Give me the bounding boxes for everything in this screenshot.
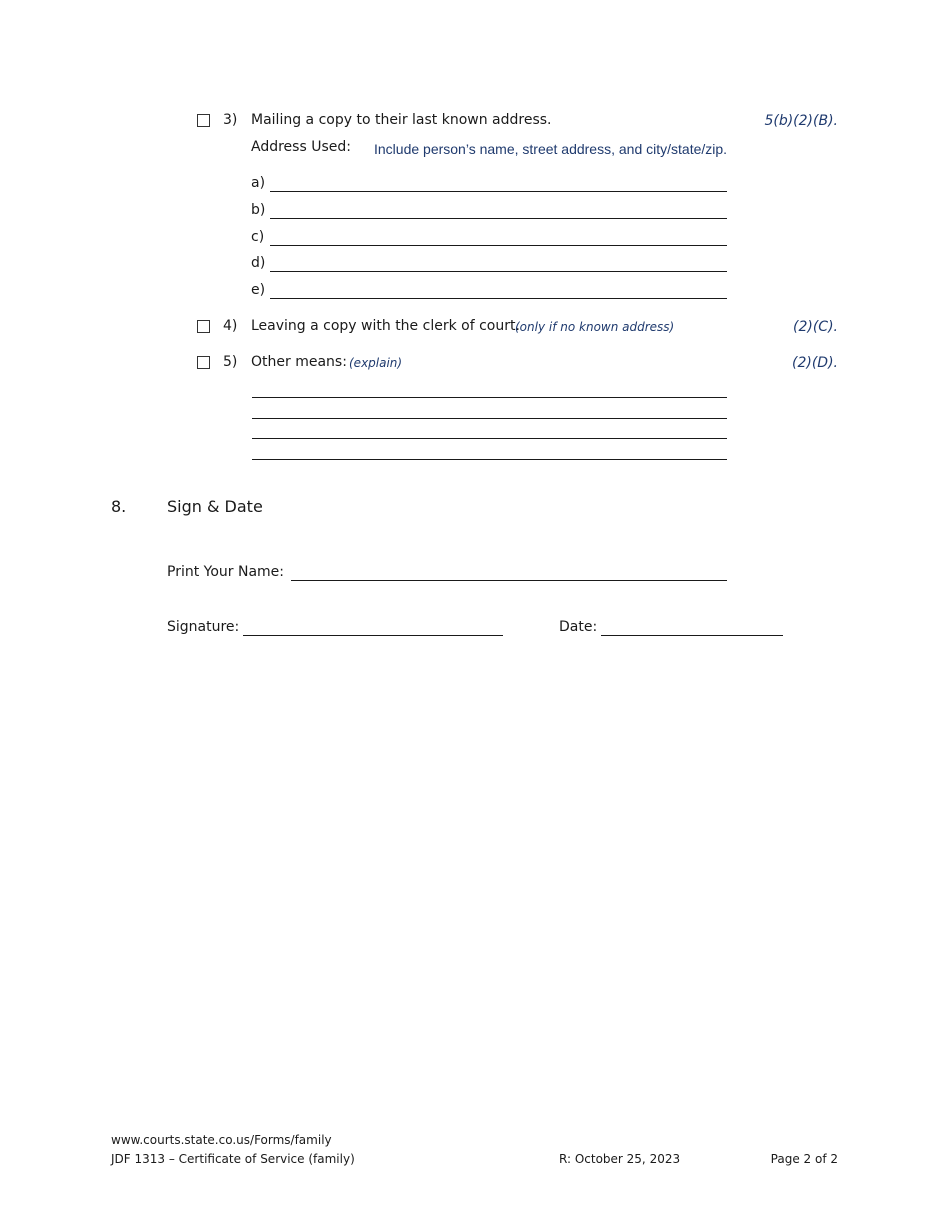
item3-number: 3) <box>223 112 238 128</box>
explain-line-1[interactable] <box>252 397 727 398</box>
explain-line-3[interactable] <box>252 438 727 439</box>
explain-line-4[interactable] <box>252 459 727 460</box>
item5-note: (explain) <box>349 356 403 370</box>
explain-line-2[interactable] <box>252 418 727 419</box>
date-field[interactable] <box>601 635 783 636</box>
footer-form-id: JDF 1313 – Certificate of Service (family) <box>111 1152 355 1166</box>
item4-rule: (2)(C). <box>793 319 838 335</box>
address-used-label: Address Used: <box>251 139 351 155</box>
address-line-c-label: c) <box>251 229 265 245</box>
footer-revision: R: October 25, 2023 <box>559 1152 681 1166</box>
item4-checkbox[interactable] <box>197 320 210 333</box>
address-hint: Include person’s name, street address, and city/state/zip. <box>374 141 728 157</box>
item3-rule: 5(b)(2)(B). <box>764 113 838 129</box>
date-label: Date: <box>559 619 598 635</box>
item5-checkbox[interactable] <box>197 356 210 369</box>
address-line-e[interactable] <box>270 298 727 299</box>
item3-checkbox[interactable] <box>197 114 210 127</box>
signature-field[interactable] <box>243 635 503 636</box>
section8-title: Sign & Date <box>167 497 263 516</box>
item4-note: (only if no known address) <box>515 320 675 334</box>
address-line-e-label: e) <box>251 282 266 298</box>
address-line-d-label: d) <box>251 255 266 271</box>
address-line-a-label: a) <box>251 175 266 191</box>
item5-rule: (2)(D). <box>792 355 838 371</box>
address-line-a[interactable] <box>270 191 727 192</box>
signature-label: Signature: <box>167 619 240 635</box>
item4-label: Leaving a copy with the clerk of court. <box>251 318 520 334</box>
footer-page: Page 2 of 2 <box>770 1152 838 1166</box>
item5-number: 5) <box>223 354 238 370</box>
footer-url: www.courts.state.co.us/Forms/family <box>111 1133 332 1147</box>
address-line-c[interactable] <box>270 245 727 246</box>
item3-label: Mailing a copy to their last known address. <box>251 112 552 128</box>
address-line-d[interactable] <box>270 271 727 272</box>
address-line-b[interactable] <box>270 218 727 219</box>
section8-number: 8. <box>111 497 127 516</box>
item4-number: 4) <box>223 318 238 334</box>
item5-label: Other means: <box>251 354 347 370</box>
print-name-label: Print Your Name: <box>167 564 285 580</box>
address-line-b-label: b) <box>251 202 266 218</box>
print-name-field[interactable] <box>291 580 727 581</box>
